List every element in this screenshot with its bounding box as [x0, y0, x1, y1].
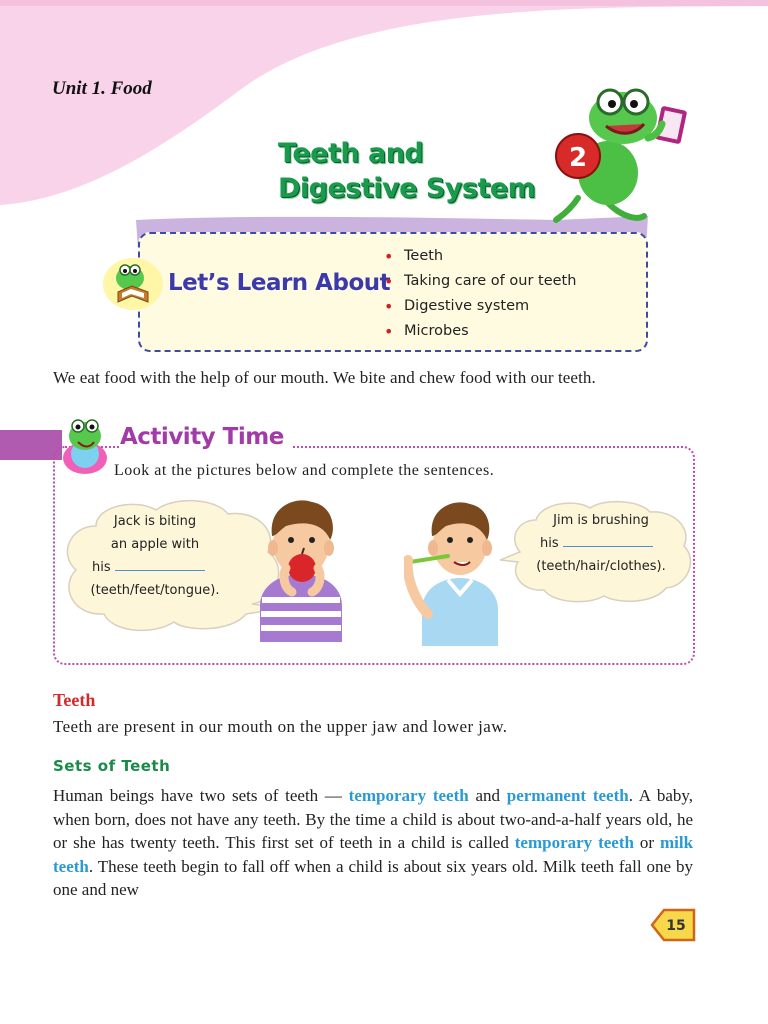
- text-span: . These teeth begin to fall off when a child is about six years old. Milk teeth fall one by one and new: [53, 856, 693, 899]
- lets-learn-list: [384, 244, 576, 344]
- bubble-text-right: [526, 509, 676, 578]
- bubble-text-left: [66, 510, 244, 602]
- lets-learn-heading: Let’s Learn About: [168, 270, 391, 296]
- list-item: • Digestive system: [384, 294, 576, 319]
- bubble-line: Jack is biting: [113, 514, 197, 529]
- sets-of-teeth-paragraph: [53, 784, 693, 902]
- text-span: or: [639, 833, 655, 852]
- bubble-line: Jim is brushing: [553, 513, 649, 528]
- bubble-line: his: [540, 536, 559, 551]
- keyword-temporary-teeth: temporary teeth: [348, 786, 469, 805]
- activity-heading: Activity Time: [120, 424, 292, 450]
- frog-mascot-icon: [548, 78, 698, 228]
- teeth-paragraph: Teeth are present in our mouth on the upper jaw and lower jaw.: [53, 717, 508, 736]
- boy-brushing-teeth-illustration: [404, 496, 514, 646]
- keyword-temporary-teeth: temporary teeth: [514, 833, 634, 852]
- subheading-sets-of-teeth: Sets of Teeth: [53, 757, 171, 775]
- bubble-line: his: [92, 560, 111, 575]
- list-item: • Taking care of our teeth: [384, 269, 576, 294]
- unit-label: Unit 1. Food: [52, 78, 152, 99]
- answer-blank[interactable]: [115, 556, 205, 571]
- section-heading-teeth: Teeth: [53, 690, 96, 710]
- text-span: and: [475, 786, 500, 805]
- text-span: Human beings have two sets of teeth —: [53, 786, 342, 805]
- answer-blank[interactable]: [563, 532, 653, 547]
- list-item: • Microbes: [384, 319, 576, 344]
- bubble-line: (teeth/hair/clothes).: [536, 559, 666, 574]
- keyword-milk-teeth: milk teeth: [53, 833, 694, 876]
- activity-frog-icon: [52, 408, 118, 476]
- boy-eating-apple-illustration: [246, 496, 356, 642]
- chapter-title: Teeth and Digestive System: [278, 138, 536, 204]
- activity-instruction: Look at the pictures below and complete the sentences.: [114, 462, 495, 479]
- keyword-permanent-teeth: permanent teeth: [506, 786, 629, 805]
- bubble-line: an apple with: [110, 537, 200, 552]
- bubble-line: (teeth/feet/tongue).: [90, 583, 220, 598]
- reading-frog-icon: [100, 250, 166, 312]
- intro-paragraph: We eat food with the help of our mouth. We bite and chew food with our teeth.: [53, 368, 596, 387]
- page-number-badge: [650, 908, 696, 942]
- page-number: 15: [666, 918, 686, 934]
- text-span: . A baby, when born, does not have any teeth. By the time a child is about two-and-a-half years old, he or she has twenty teeth. This first set of teeth in a child is called: [53, 786, 694, 852]
- list-item: • Teeth: [384, 244, 576, 269]
- chapter-number: 2: [568, 143, 588, 173]
